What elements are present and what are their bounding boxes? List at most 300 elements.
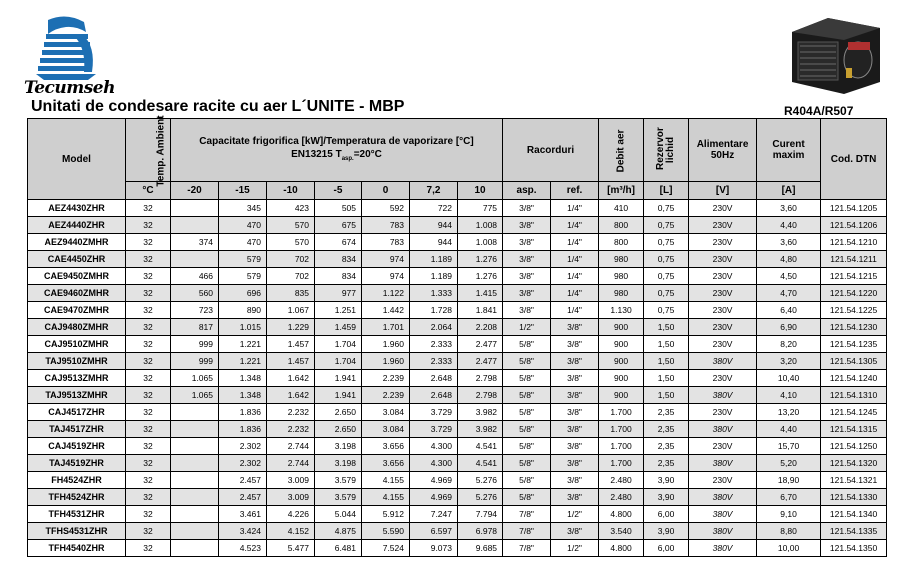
cell-cod: 121.54.1245 [821,404,887,421]
cell-cap: 702 [267,251,315,268]
cell-debit: 1.700 [599,421,644,438]
cell-cap: 4.155 [362,489,410,506]
unit-cell: [A] [757,182,821,200]
cell-cap: 2.798 [458,370,503,387]
cell-cap: 7.794 [458,506,503,523]
cell-cap: 2.477 [458,353,503,370]
condensing-units-table [27,114,887,557]
cell-voltage: 230V [689,217,757,234]
cell-cap: 783 [362,217,410,234]
cell-temp: 32 [126,268,171,285]
cell-debit: 800 [599,234,644,251]
cell-debit: 1.130 [599,302,644,319]
cell-cod: 121.54.1315 [821,421,887,438]
cell-current: 4,10 [757,387,821,404]
cell-cod: 121.54.1350 [821,540,887,557]
cell-current: 6,90 [757,319,821,336]
cell-ref: 3/8" [551,472,599,489]
cell-cap: 2.457 [219,489,267,506]
cell-ref: 1/4" [551,200,599,217]
unit-cell: [L] [644,182,689,200]
cell-asp: 3/8" [503,302,551,319]
page-title: Unitati de condesare racite cu aer L´UNITE - MBP [31,98,405,115]
cell-debit: 1.700 [599,438,644,455]
cell-cap: 5.276 [458,472,503,489]
cell-ref: 3/8" [551,489,599,506]
cell-ref: 3/8" [551,421,599,438]
cell-temp: 32 [126,251,171,268]
cell-temp: 32 [126,217,171,234]
cell-cap: 345 [219,200,267,217]
cell-cap [171,217,219,234]
cell-cap: 999 [171,353,219,370]
cell-cap: 2.302 [219,438,267,455]
cell-asp: 5/8" [503,455,551,472]
cell-voltage: 230V [689,200,757,217]
cell-model: TAJ9510ZMHR [28,353,126,370]
cell-asp: 5/8" [503,472,551,489]
cell-ref: 3/8" [551,370,599,387]
cell-cap: 4.541 [458,455,503,472]
table-row [28,540,887,557]
cell-cod: 121.54.1240 [821,370,887,387]
cell-model: CAJ9513ZMHR [28,370,126,387]
cell-current: 4,70 [757,285,821,302]
cell-cap: 2.650 [315,421,362,438]
header-rezervor: Rezervor lichid [644,119,689,182]
cell-debit: 1.700 [599,404,644,421]
cell-current: 6,70 [757,489,821,506]
cell-cap [171,489,219,506]
unit-cell: ref. [551,182,599,200]
table-row [28,455,887,472]
cell-cap: 723 [171,302,219,319]
cell-cap: 7.247 [410,506,458,523]
cell-debit: 410 [599,200,644,217]
table-row [28,404,887,421]
cell-asp: 3/8" [503,268,551,285]
cell-cap: 3.579 [315,489,362,506]
cell-debit: 980 [599,285,644,302]
cell-rez: 3,90 [644,472,689,489]
cell-cap: 3.461 [219,506,267,523]
cell-cap: 2.744 [267,455,315,472]
cell-debit: 4.800 [599,540,644,557]
cell-rez: 0,75 [644,302,689,319]
cell-cap: 890 [219,302,267,319]
cell-cap: 3.656 [362,438,410,455]
cell-ref: 1/4" [551,302,599,319]
cell-model: TFH4531ZHR [28,506,126,523]
cell-cap: 4.875 [315,523,362,540]
cell-cap: 3.729 [410,404,458,421]
cell-cap: 2.744 [267,438,315,455]
cell-cap: 423 [267,200,315,217]
cell-rez: 0,75 [644,268,689,285]
cell-cap: 1.189 [410,251,458,268]
cell-rez: 6,00 [644,506,689,523]
cell-cap [171,404,219,421]
cell-cap: 579 [219,268,267,285]
cell-debit: 800 [599,217,644,234]
cell-cap: 2.239 [362,370,410,387]
cell-rez: 1,50 [644,319,689,336]
cell-cap: 3.982 [458,421,503,438]
cell-asp: 3/8" [503,285,551,302]
cell-cod: 121.54.1211 [821,251,887,268]
cell-cod: 121.54.1206 [821,217,887,234]
cell-cap: 1.348 [219,370,267,387]
cell-cap: 5.276 [458,489,503,506]
cell-cod: 121.54.1250 [821,438,887,455]
cell-current: 3,20 [757,353,821,370]
cell-cap: 2.648 [410,370,458,387]
cell-cap: 6.978 [458,523,503,540]
cell-cap [171,438,219,455]
cell-current: 15,70 [757,438,821,455]
cell-cap: 3.198 [315,455,362,472]
cell-debit: 900 [599,319,644,336]
cell-cap: 1.122 [362,285,410,302]
cell-cod: 121.54.1340 [821,506,887,523]
cell-asp: 5/8" [503,370,551,387]
cell-asp: 3/8" [503,234,551,251]
cell-cap: 6.481 [315,540,362,557]
header-curent: Curent maxim [757,119,821,182]
cell-voltage: 230V [689,251,757,268]
cell-cap: 1.836 [219,404,267,421]
cell-cap: 1.841 [458,302,503,319]
cell-voltage: 230V [689,472,757,489]
cell-cap: 7.524 [362,540,410,557]
cell-cap: 579 [219,251,267,268]
cell-asp: 7/8" [503,523,551,540]
cell-ref: 1/4" [551,234,599,251]
cell-model: CAJ9510ZMHR [28,336,126,353]
cell-cod: 121.54.1230 [821,319,887,336]
cell-cap: 674 [315,234,362,251]
cell-cap: 1.065 [171,387,219,404]
cell-voltage: 230V [689,438,757,455]
cell-cap: 3.198 [315,438,362,455]
cell-ref: 1/2" [551,506,599,523]
cell-cap: 570 [267,234,315,251]
cell-current: 8,20 [757,336,821,353]
cell-ref: 1/4" [551,217,599,234]
cell-cap: 835 [267,285,315,302]
cell-cap: 470 [219,217,267,234]
table-row [28,319,887,336]
cell-cap: 2.477 [458,336,503,353]
cell-model: TAJ4519ZHR [28,455,126,472]
cell-model: CAJ9480ZMHR [28,319,126,336]
table-row [28,234,887,251]
cell-model: TFH4540ZHR [28,540,126,557]
cell-cod: 121.54.1335 [821,523,887,540]
cell-cap: 1.701 [362,319,410,336]
cell-cap: 1.251 [315,302,362,319]
cell-rez: 0,75 [644,217,689,234]
cell-voltage: 230V [689,302,757,319]
header-racorduri: Racorduri [503,119,599,182]
table-body [28,200,887,557]
cell-model: AEZ4440ZHR [28,217,126,234]
table-row [28,302,887,319]
cell-cap: 1.015 [219,319,267,336]
cell-current: 4,80 [757,251,821,268]
cell-cap: 2.333 [410,353,458,370]
cell-cap: 675 [315,217,362,234]
cell-voltage: 380V [689,353,757,370]
cell-debit: 3.540 [599,523,644,540]
cell-cod: 121.54.1220 [821,285,887,302]
cell-cap: 2.648 [410,387,458,404]
cell-temp: 32 [126,421,171,438]
cell-ref: 3/8" [551,336,599,353]
cell-cap: 3.424 [219,523,267,540]
cell-cap: 834 [315,268,362,285]
cell-asp: 5/8" [503,489,551,506]
header-model: Model [28,119,126,200]
cell-temp: 32 [126,302,171,319]
unit-cell: -20 [171,182,219,200]
cell-cap [171,506,219,523]
cell-ref: 1/4" [551,251,599,268]
cell-cap [171,540,219,557]
cell-cap: 1.415 [458,285,503,302]
cell-cap: 1.704 [315,353,362,370]
cell-voltage: 230V [689,285,757,302]
cell-cap: 5.044 [315,506,362,523]
cell-cap: 9.685 [458,540,503,557]
cell-debit: 900 [599,336,644,353]
header-debit-aer: Debit aer [599,119,644,182]
cell-cap: 1.704 [315,336,362,353]
cell-ref: 3/8" [551,387,599,404]
cell-voltage: 380V [689,489,757,506]
cell-voltage: 230V [689,336,757,353]
cell-model: TAJ4517ZHR [28,421,126,438]
table-row [28,489,887,506]
cell-rez: 1,50 [644,353,689,370]
cell-cod: 121.54.1215 [821,268,887,285]
cell-cap: 2.239 [362,387,410,404]
header-alimentare: Alimentare 50Hz [689,119,757,182]
cell-cap: 775 [458,200,503,217]
cell-rez: 1,50 [644,336,689,353]
cell-cap: 1.189 [410,268,458,285]
cell-cap [171,251,219,268]
cell-cap: 1.642 [267,387,315,404]
cell-current: 18,90 [757,472,821,489]
cell-cod: 121.54.1235 [821,336,887,353]
cell-current: 8,80 [757,523,821,540]
cell-current: 4,50 [757,268,821,285]
cell-rez: 1,50 [644,370,689,387]
brand-name: Tecumseh [24,78,115,98]
cell-cap: 505 [315,200,362,217]
cell-cap: 570 [267,217,315,234]
condensing-unit-image [784,12,884,96]
cell-model: CAJ4517ZHR [28,404,126,421]
unit-cell: asp. [503,182,551,200]
cell-cap: 1.348 [219,387,267,404]
cell-voltage: 380V [689,387,757,404]
cell-temp: 32 [126,336,171,353]
cell-rez: 2,35 [644,421,689,438]
cell-asp: 5/8" [503,387,551,404]
cell-asp: 5/8" [503,404,551,421]
cell-cap: 4.226 [267,506,315,523]
cell-cap: 3.579 [315,472,362,489]
cell-cap: 977 [315,285,362,302]
cell-ref: 1/2" [551,540,599,557]
table-row [28,268,887,285]
cell-temp: 32 [126,200,171,217]
cell-current: 9,10 [757,506,821,523]
cell-cap: 4.155 [362,472,410,489]
cell-current: 10,00 [757,540,821,557]
cell-cap: 5.590 [362,523,410,540]
cell-cap: 783 [362,234,410,251]
cell-current: 3,60 [757,200,821,217]
cell-cap [171,523,219,540]
cell-temp: 32 [126,540,171,557]
cell-debit: 900 [599,353,644,370]
table-row [28,336,887,353]
cell-ref: 3/8" [551,455,599,472]
cell-cod: 121.54.1225 [821,302,887,319]
cell-asp: 7/8" [503,506,551,523]
cell-model: AEZ4430ZHR [28,200,126,217]
cell-cap [171,421,219,438]
table-row [28,438,887,455]
table-row [28,200,887,217]
header-capacity: Capacitate frigorifica [kW]/Temperatura de vaporizare [°C] EN13215 $T_{asp.}=20^\circ C$ [171,119,503,182]
cell-debit: 4.800 [599,506,644,523]
table-row [28,353,887,370]
cell-cap: 1.728 [410,302,458,319]
cell-rez: 0,75 [644,251,689,268]
cell-model: TFH4524ZHR [28,489,126,506]
cell-current: 5,20 [757,455,821,472]
cell-cap: 1.221 [219,353,267,370]
cell-cap: 1.960 [362,353,410,370]
cell-cap: 5.477 [267,540,315,557]
cell-cap: 6.597 [410,523,458,540]
cell-cap: 4.300 [410,455,458,472]
cell-model: TFHS4531ZHR [28,523,126,540]
cell-temp: 32 [126,353,171,370]
cell-model: CAE9450ZMHR [28,268,126,285]
cell-temp: 32 [126,285,171,302]
cell-ref: 3/8" [551,319,599,336]
cell-ref: 3/8" [551,404,599,421]
cell-cap: 4.523 [219,540,267,557]
cell-cap: 4.300 [410,438,458,455]
cell-cap: 466 [171,268,219,285]
unit-cell: -10 [267,182,315,200]
cell-cap: 1.442 [362,302,410,319]
cell-cod: 121.54.1310 [821,387,887,404]
cell-cod: 121.54.1320 [821,455,887,472]
cell-asp: 3/8" [503,200,551,217]
cell-cap: 3.729 [410,421,458,438]
table-row [28,217,887,234]
header-temp-ambient: Temp. Ambient [126,119,171,182]
cell-cap: 2.333 [410,336,458,353]
cell-debit: 900 [599,387,644,404]
cell-cap: 974 [362,251,410,268]
cell-ref: 3/8" [551,438,599,455]
cell-asp: 7/8" [503,540,551,557]
refrigerant-label: R404A/R507 [784,104,854,118]
cell-cap: 2.232 [267,421,315,438]
cell-voltage: 230V [689,268,757,285]
header-cod-dtn: Cod. DTN [821,119,887,200]
cell-cap: 1.276 [458,268,503,285]
cell-cap: 2.064 [410,319,458,336]
cell-cap: 9.073 [410,540,458,557]
cell-cap: 1.941 [315,387,362,404]
cell-cap: 944 [410,234,458,251]
cell-debit: 900 [599,370,644,387]
cell-voltage: 380V [689,523,757,540]
cell-cap: 560 [171,285,219,302]
cell-cap: 1.459 [315,319,362,336]
cell-cap [171,472,219,489]
cell-cap: 2.650 [315,404,362,421]
unit-cell: [m³/h] [599,182,644,200]
cell-temp: 32 [126,234,171,251]
cell-model: FH4524ZHR [28,472,126,489]
cell-model: CAE9460ZMHR [28,285,126,302]
cell-cap: 4.152 [267,523,315,540]
cell-rez: 2,35 [644,455,689,472]
cell-temp: 32 [126,404,171,421]
cell-cap: 470 [219,234,267,251]
cell-asp: 1/2" [503,319,551,336]
cell-rez: 3,90 [644,523,689,540]
cell-cap: 1.333 [410,285,458,302]
cell-cap: 3.009 [267,489,315,506]
cell-model: CAE4450ZHR [28,251,126,268]
cell-rez: 2,35 [644,438,689,455]
cell-cap: 1.941 [315,370,362,387]
cell-debit: 2.480 [599,472,644,489]
cell-cap: 1.008 [458,217,503,234]
cell-cod: 121.54.1321 [821,472,887,489]
cell-current: 4,40 [757,421,821,438]
unit-cell: [V] [689,182,757,200]
cell-current: 3,60 [757,234,821,251]
table-row [28,523,887,540]
cell-cod: 121.54.1205 [821,200,887,217]
table-row [28,472,887,489]
cell-ref: 1/4" [551,285,599,302]
cell-cap: 374 [171,234,219,251]
table-row [28,506,887,523]
cell-cap: 1.836 [219,421,267,438]
cell-asp: 5/8" [503,336,551,353]
cell-cap: 1.008 [458,234,503,251]
cell-voltage: 380V [689,540,757,557]
cell-cap [171,455,219,472]
cell-cap: 696 [219,285,267,302]
cell-cap: 2.457 [219,472,267,489]
cell-cap: 2.798 [458,387,503,404]
table-row [28,370,887,387]
